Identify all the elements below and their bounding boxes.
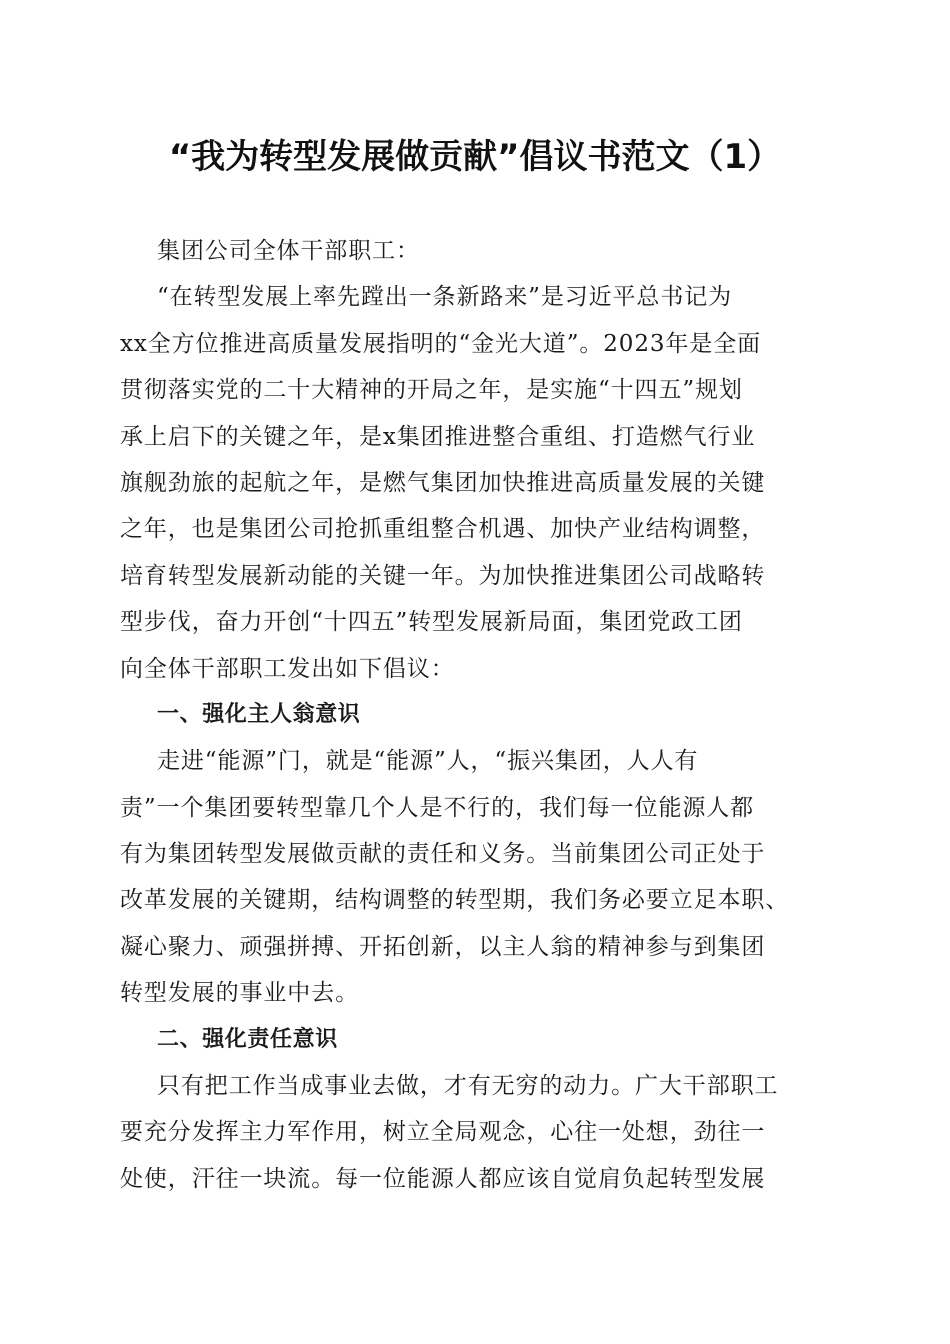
paragraph-line: 承上启下的关键之年，是x集团推进整合重组、打造燃气行业 [120,423,756,450]
paragraph-line: 要充分发挥主力军作用，树立全局观念，心往一处想，劲往一 [120,1119,766,1146]
paragraph-line: 责”一个集团要转型靠几个人是不行的，我们每一位能源人都 [120,794,755,821]
paragraph-line: 向全体干部职工发出如下倡议： [120,655,455,682]
paragraph-line: 旗舰劲旅的起航之年，是燃气集团加快推进高质量发展的关键 [120,469,766,496]
paragraph-line: 只有把工作当成事业去做，才有无穷的动力。广大干部职工 [157,1073,779,1100]
paragraph-line: 型步伐，奋力开创“十四五”转型发展新局面，集团党政工团 [120,609,743,636]
paragraph-line: 有为集团转型发展做贡献的责任和义务。当前集团公司正处于 [120,841,766,868]
paragraph-line: 培育转型发展新动能的关键一年。为加快推进集团公司战略转 [120,562,766,589]
paragraph-line: 转型发展的事业中去。 [120,980,359,1007]
paragraph-line: xx全方位推进高质量发展指明的“金光大道”。2023年是全面 [120,330,761,357]
paragraph-line: 改革发展的关键期，结构调整的转型期，我们务必要立足本职、 [120,887,790,914]
paragraph-line: 处使，汗往一块流。每一位能源人都应该自觉肩负起转型发展 [120,1165,766,1192]
paragraph-line: “在转型发展上率先蹚出一条新路来”是习近平总书记为 [157,284,733,311]
paragraph-line: 凝心聚力、顽强拼搏、开拓创新，以主人翁的精神参与到集团 [120,933,766,960]
document-title: “我为转型发展做贡献”倡议书范文（1） [168,137,782,177]
section-heading: 二、强化责任意识 [157,1026,338,1052]
paragraph-line: 贯彻落实党的二十大精神的开局之年，是实施“十四五”规划 [120,377,743,404]
section-heading: 一、强化主人翁意识 [157,701,361,727]
document-body [120,228,832,1202]
paragraph-line: 之年，也是集团公司抢抓重组整合机遇、加快产业结构调整， [120,516,766,543]
paragraph-line: 走进“能源”门，就是“能源”人，“振兴集团，人人有 [157,748,699,775]
paragraph-line: 集团公司全体干部职工： [157,238,420,264]
